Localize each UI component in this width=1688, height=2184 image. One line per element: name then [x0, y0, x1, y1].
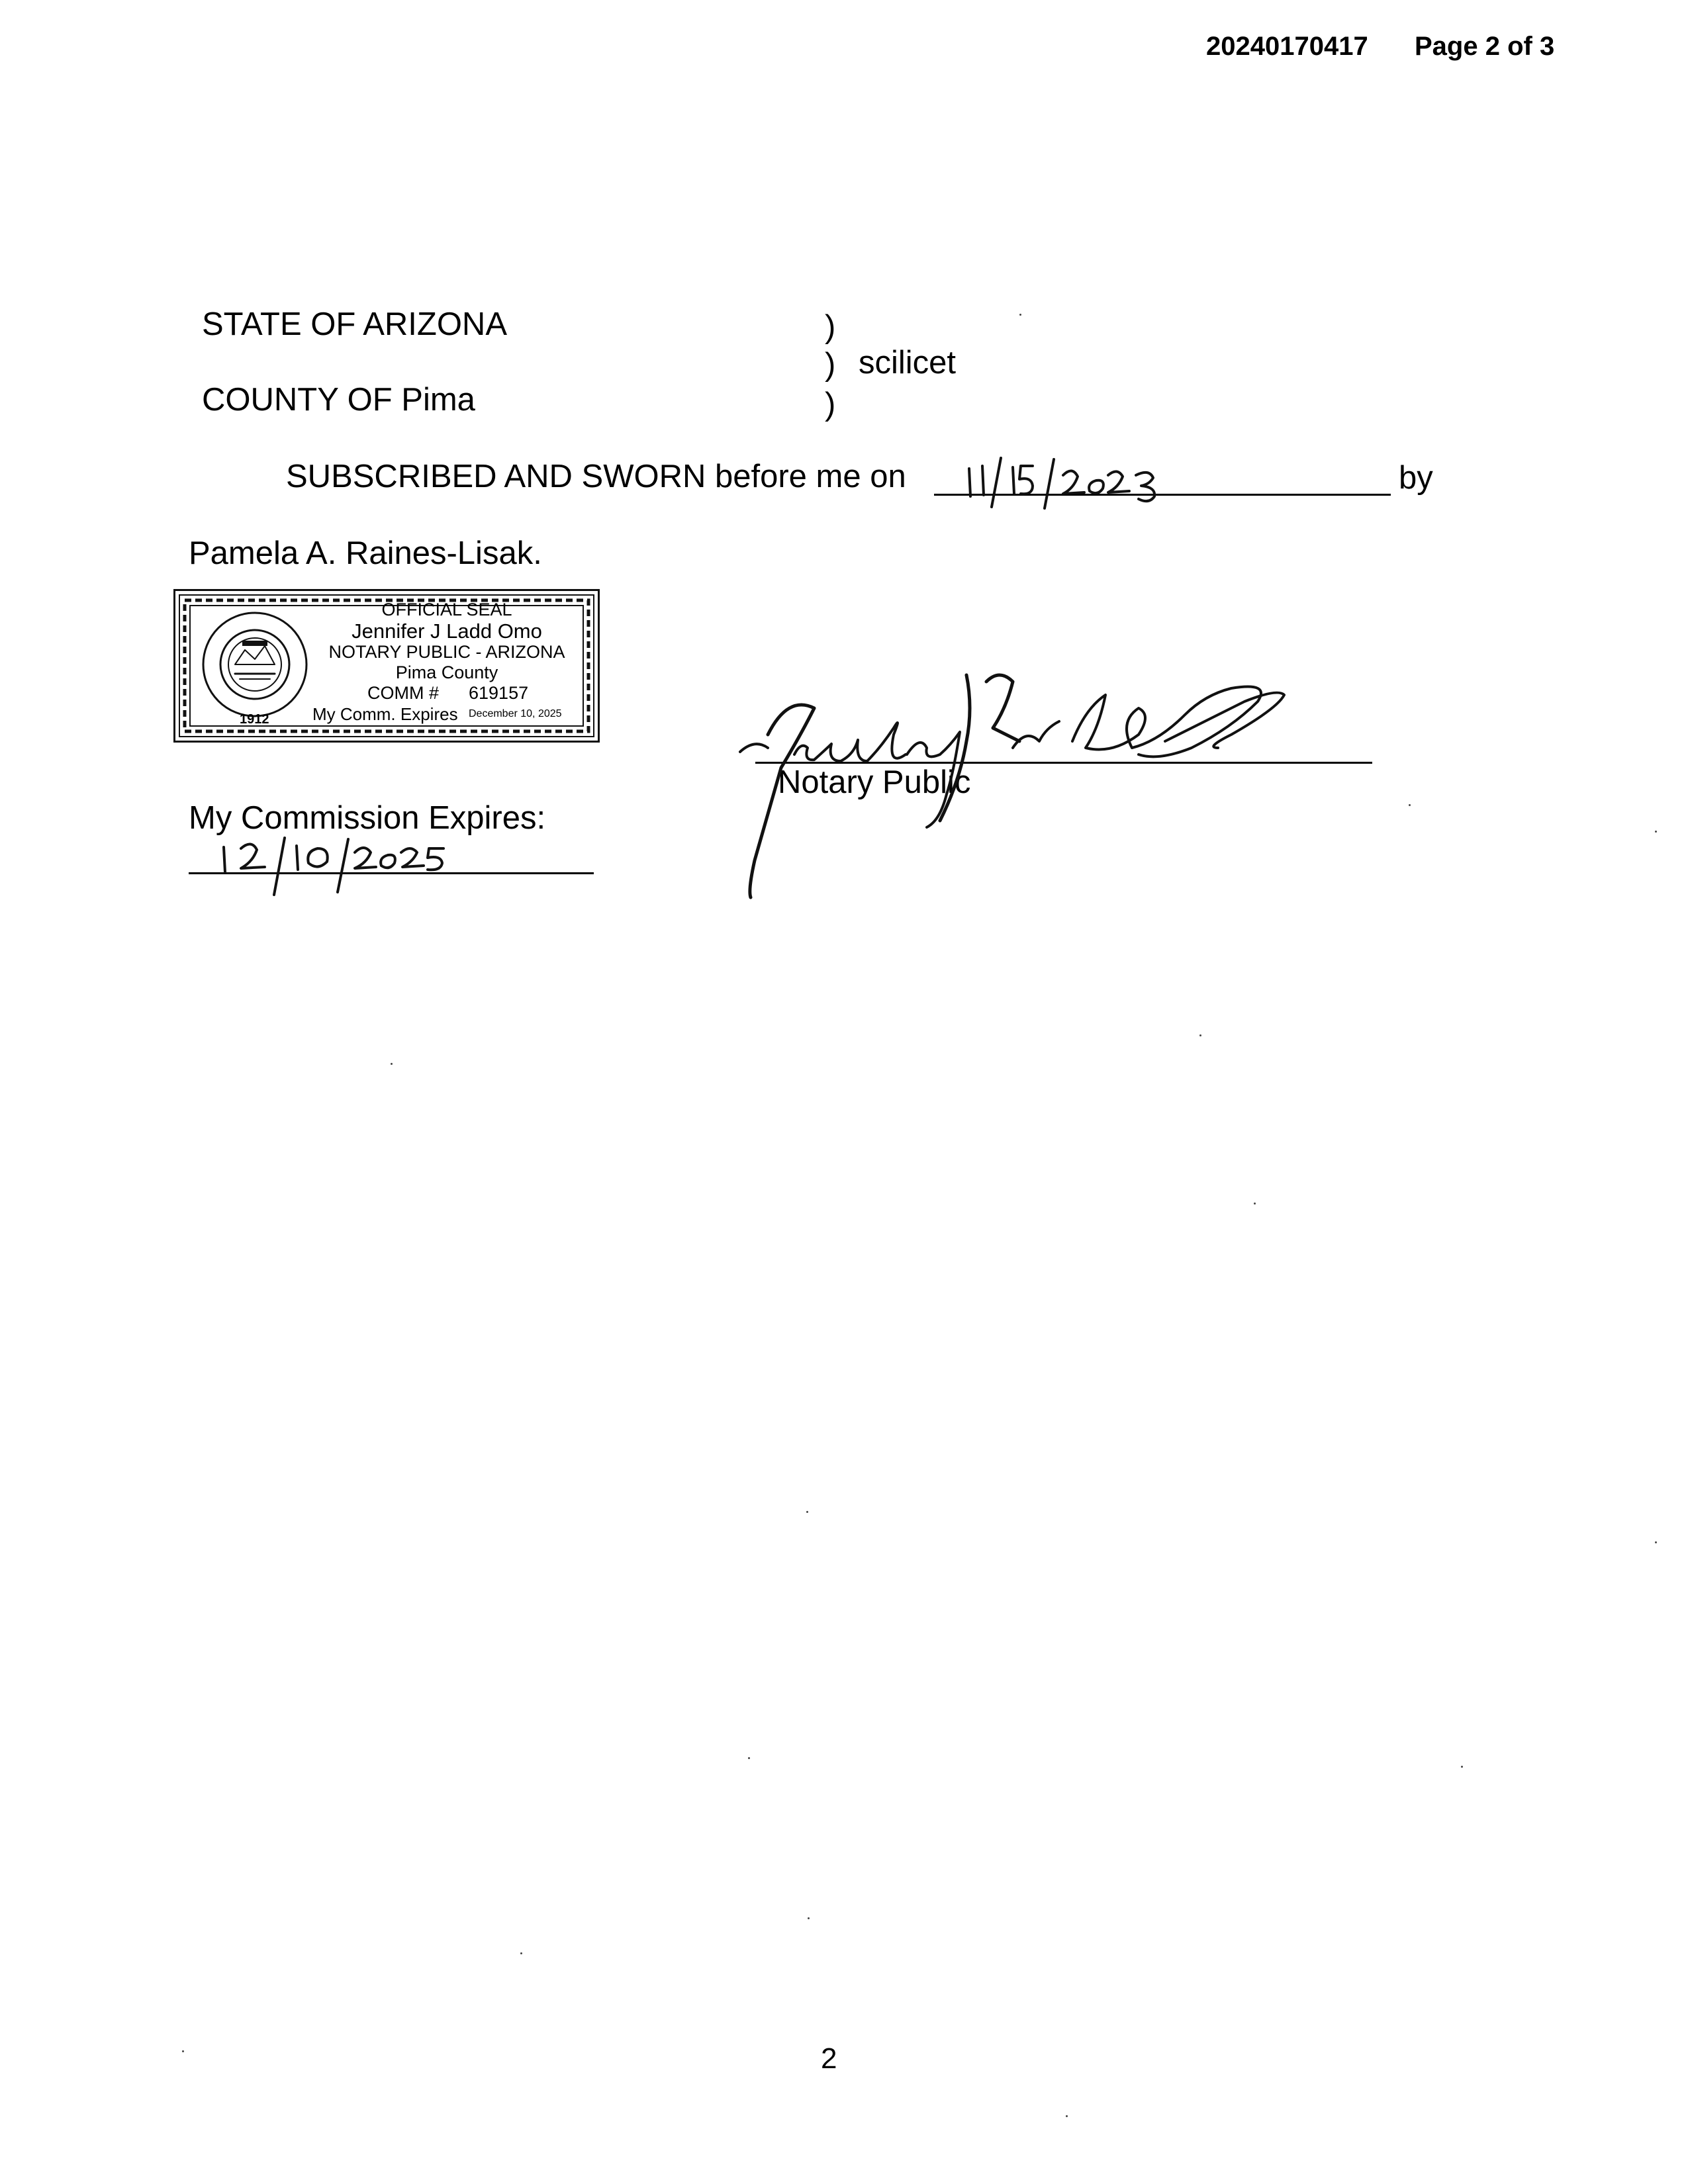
scan-speck [1019, 314, 1021, 316]
page-number: 2 [821, 2042, 837, 2075]
scan-speck [1461, 1766, 1463, 1768]
scan-speck [391, 1063, 393, 1065]
scan-speck [1409, 804, 1411, 806]
commission-label: My Commission Expires: [189, 800, 546, 836]
document-number: 20240170417 [1206, 32, 1368, 61]
venue-paren-3: ) [825, 387, 836, 422]
scan-speck [182, 2050, 184, 2052]
venue-county: COUNTY OF Pima [202, 382, 475, 418]
seal-county: Pima County [395, 662, 498, 682]
scan-speck [808, 1917, 810, 1919]
jurat-by: by [1399, 460, 1433, 496]
venue-paren-1: ) [825, 309, 836, 345]
scan-speck [1254, 1203, 1256, 1205]
state-seal-emblem [199, 604, 311, 729]
signature-caption: Notary Public [778, 764, 971, 800]
scan-speck [1199, 1034, 1201, 1036]
notary-signature [728, 662, 1311, 913]
seal-expires-date: December 10, 2025 [469, 708, 562, 719]
seal-notary-name: Jennifer J Ladd Omo [352, 619, 542, 643]
page-indicator: Page 2 of 3 [1415, 32, 1555, 61]
scan-speck [1655, 831, 1657, 833]
seal-comm-number: 619157 [469, 683, 529, 703]
venue-scilicet: scilicet [859, 345, 957, 381]
scan-speck [1655, 1541, 1657, 1543]
scan-speck [1066, 2115, 1068, 2117]
handwritten-jurat-date [966, 457, 1218, 510]
seal-title: OFFICIAL SEAL [381, 600, 512, 619]
seal-emblem-year: 1912 [240, 712, 269, 727]
venue-state: STATE OF ARIZONA [202, 306, 508, 342]
seal-expires-label: My Comm. Expires [312, 704, 458, 724]
handwritten-commission-date [218, 837, 496, 896]
venue-paren-2: ) [825, 347, 836, 383]
jurat-text: SUBSCRIBED AND SWORN before me on [286, 459, 906, 494]
affiant-name: Pamela A. Raines-Lisak. [189, 535, 542, 571]
scan-speck [520, 1952, 522, 1954]
scan-speck [806, 1511, 808, 1513]
seal-office: NOTARY PUBLIC - ARIZONA [328, 642, 565, 662]
seal-comm-label: COMM # [367, 683, 439, 703]
scan-speck [748, 1757, 750, 1759]
